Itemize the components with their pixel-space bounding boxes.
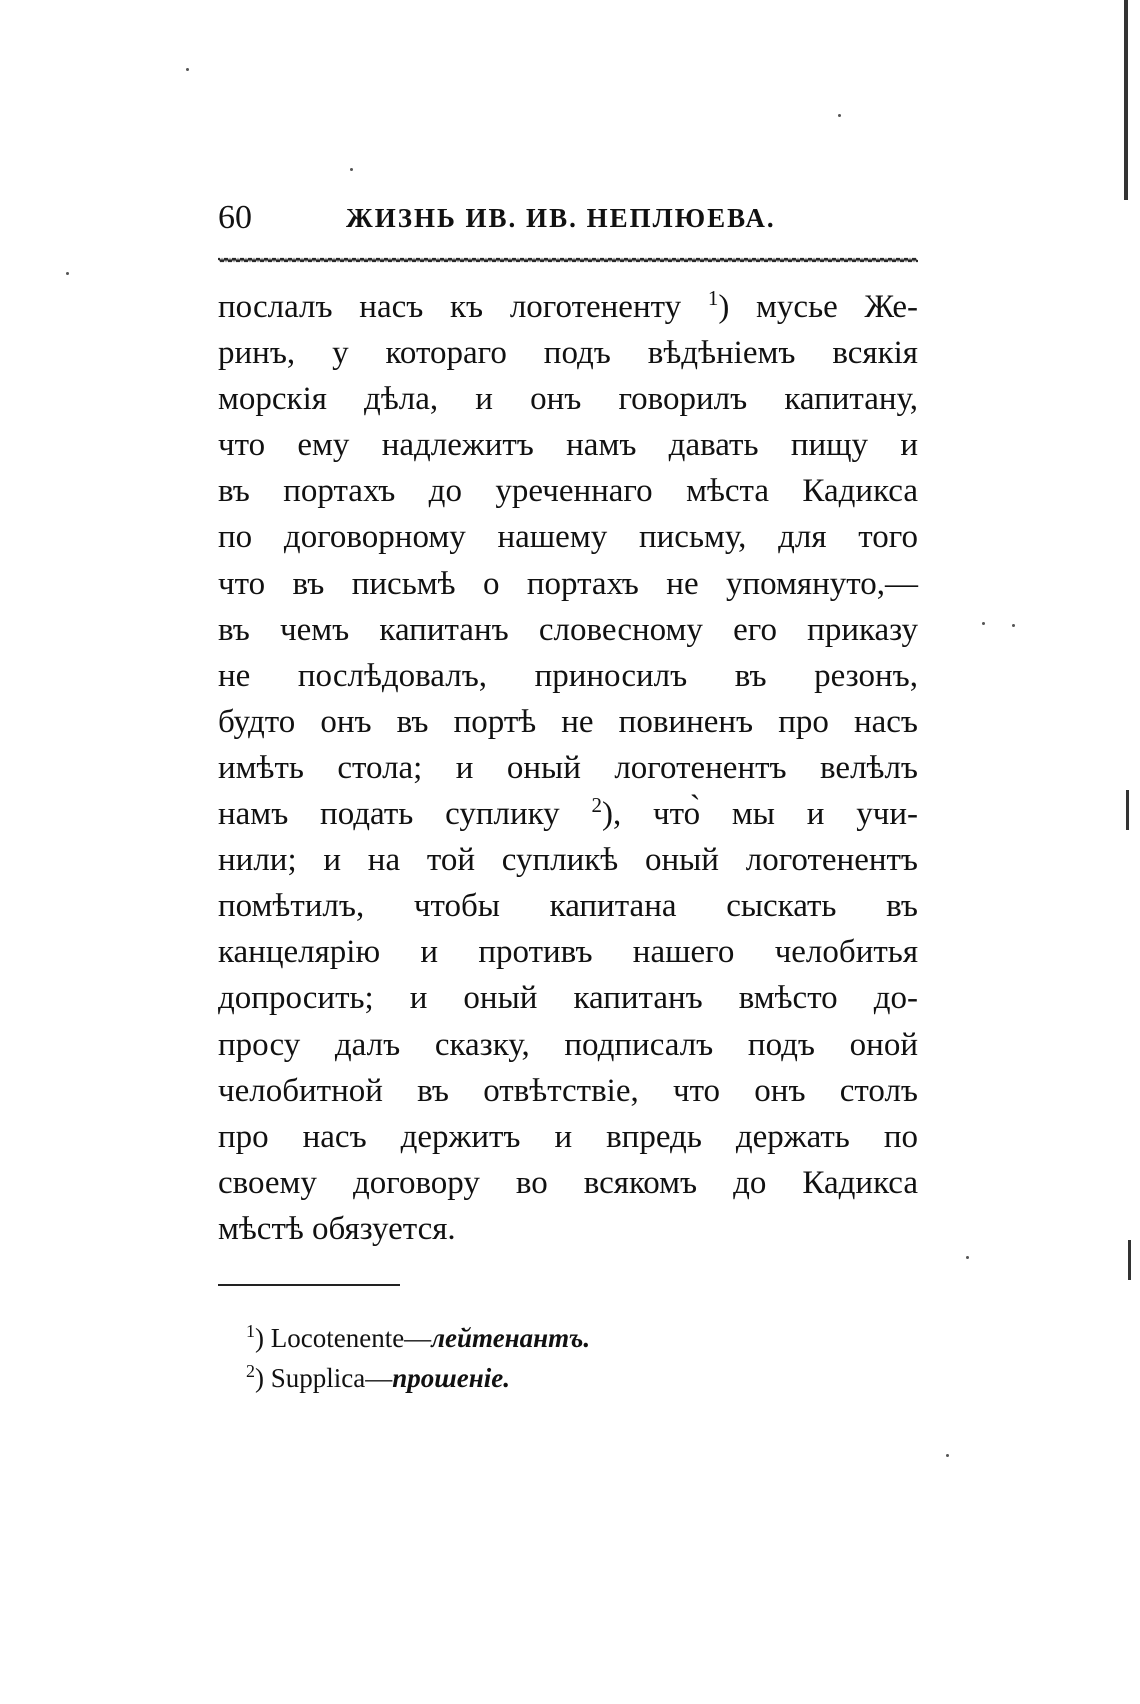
text-line-segment: морскія дѣла, и онъ говорилъ капитану, <box>218 381 918 418</box>
text-line <box>218 1114 918 1160</box>
running-title: ЖИЗНЬ ИВ. ИВ. НЕПЛЮЕВА. <box>346 203 776 233</box>
scan-speck <box>966 1256 969 1259</box>
footnote-mark: $^2$) <box>246 1361 271 1393</box>
page-edge-mark <box>1124 0 1128 200</box>
scan-speck <box>186 68 189 71</box>
text-line-segment: ринъ, у котораго подъ вѣдѣніемъ всякія <box>218 335 918 372</box>
text-line-segment: въ портахъ до уреченнаго мѣста Кадикса <box>218 473 918 510</box>
text-line-segment: про насъ держитъ и впредь держать по <box>218 1118 918 1155</box>
scan-speck <box>66 272 69 275</box>
page-header <box>218 196 918 240</box>
text-line <box>218 284 918 330</box>
text-line-segment: допросить; и оный капитанъ вмѣсто до- <box>218 980 918 1017</box>
text-line <box>218 330 918 376</box>
footnote-reference[interactable]: 2 <box>591 793 602 818</box>
text-line-segment: ) мусье Же- <box>718 289 919 325</box>
text-line-segment: имѣть стола; и оный логотенентъ велѣлъ <box>218 749 918 786</box>
text-line-segment: мѣстѣ обязуется. <box>218 1210 456 1247</box>
header-wavy-rule <box>218 256 918 264</box>
scan-speck <box>982 622 985 625</box>
text-line-segment: по договорному нашему письму, для того <box>218 519 918 556</box>
text-line <box>218 699 918 745</box>
text-line-segment: въ чемъ капитанъ словесному его приказу <box>218 611 918 648</box>
text-line <box>218 561 918 607</box>
footnote <box>246 1318 896 1358</box>
page-number: 60 <box>218 199 252 236</box>
page-edge-mark <box>1128 1240 1131 1280</box>
text-line-segment: что ему надлежитъ намъ давать пищу и <box>218 427 918 464</box>
text-line-segment: своему договору во всякомъ до Кадикса <box>218 1164 918 1201</box>
text-line-segment: что въ письмѣ о портахъ не упомянуто,— <box>218 565 918 602</box>
text-line-segment: будто онъ въ портѣ не повиненъ про насъ <box>218 703 918 740</box>
text-line <box>218 1206 918 1252</box>
text-line <box>218 1068 918 1114</box>
body-text <box>218 284 918 1252</box>
text-line-segment: канцелярію и противъ нашего челобитья <box>218 934 918 971</box>
scan-speck <box>838 114 841 117</box>
scan-speck <box>946 1454 949 1457</box>
footnote-number: 1 <box>246 1321 255 1341</box>
text-line <box>218 929 918 975</box>
footnote-mark: $^1$) <box>246 1321 271 1353</box>
text-line <box>218 514 918 560</box>
text-line-segment: ), что̀ мы и учи- <box>602 796 918 833</box>
text-line-segment: намъ подать суплику <box>218 796 592 833</box>
text-line-segment: просу далъ сказку, подписалъ подъ оной <box>218 1026 918 1063</box>
text-line-segment: не послѣдовалъ, приносилъ въ резонъ, <box>218 657 918 694</box>
text-line-segment: нили; и на той супликѣ оный логотенентъ <box>218 842 918 879</box>
text-line <box>218 607 918 653</box>
footnote-term: Supplica— <box>270 1363 393 1393</box>
text-line-segment: послалъ насъ къ логотененту <box>218 289 708 325</box>
footnote-number: 2 <box>246 1361 255 1381</box>
text-line <box>218 745 918 791</box>
text-line <box>218 837 918 883</box>
footnote-term: Locotenente— <box>270 1323 432 1353</box>
text-line <box>218 468 918 514</box>
footnote-translation: лейтенантъ. <box>431 1323 591 1353</box>
text-line <box>218 653 918 699</box>
scan-speck <box>350 168 353 171</box>
footnote-translation: прошеніе. <box>392 1363 510 1393</box>
text-line <box>218 791 918 837</box>
footnote-rule <box>218 1284 400 1286</box>
text-line <box>218 422 918 468</box>
page-edge-mark <box>1126 790 1129 830</box>
text-line-segment: помѣтилъ, чтобы капитана сыскать въ <box>218 888 918 925</box>
text-line <box>218 376 918 422</box>
text-line <box>218 1022 918 1068</box>
text-line <box>218 883 918 929</box>
footnote <box>246 1358 896 1398</box>
text-line <box>218 1160 918 1206</box>
footnote-reference[interactable]: 1 <box>707 286 719 310</box>
text-line-segment: челобитной въ отвѣтствіе, что онъ столъ <box>218 1072 918 1109</box>
scan-speck <box>1012 624 1015 627</box>
text-line <box>218 975 918 1021</box>
footnotes <box>246 1318 896 1398</box>
